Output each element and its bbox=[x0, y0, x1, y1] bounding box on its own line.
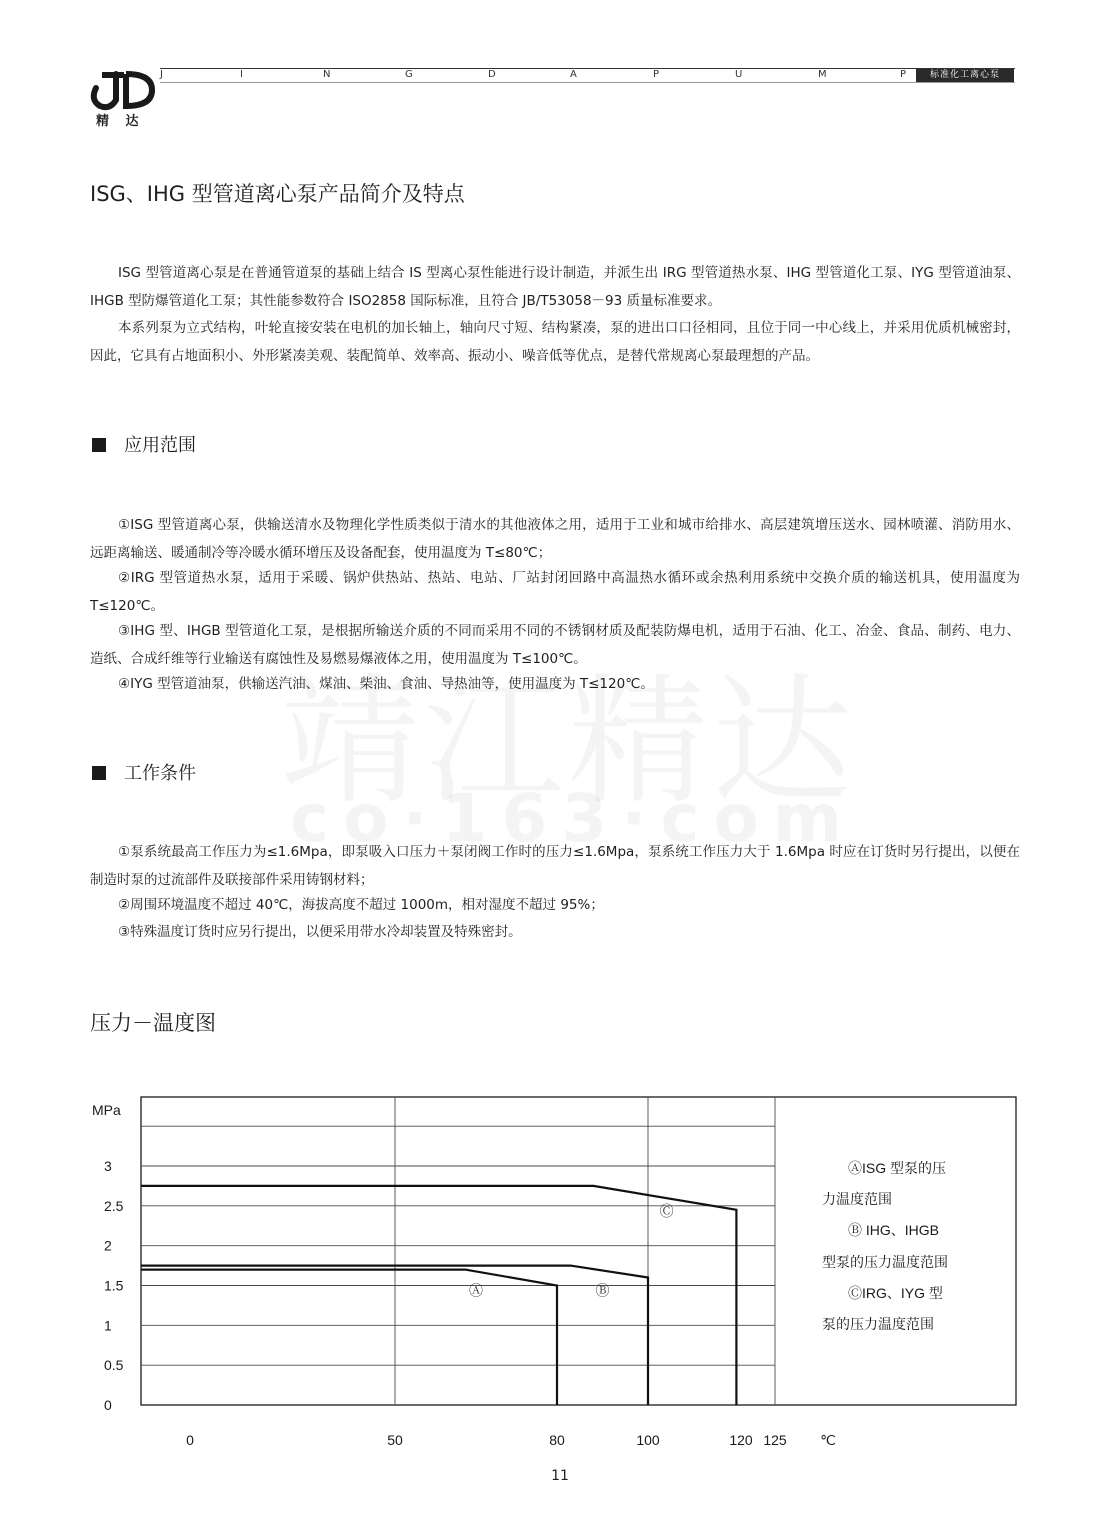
header-letter: U bbox=[735, 69, 743, 80]
intro-paragraph: ISG 型管道离心泵是在普通管道泵的基础上结合 IS 型离心泵性能进行设计制造，并派生出 IRG 型管道热水泵、IHG 型管道化工泵、IYG 型管道油泵、IHGB 型防爆管道化工泵；其性能参数符合 ISO2858 国际标准，且符合 JB/T53058－93 质量标准要求。 bbox=[90, 265, 1020, 309]
legend-text: Ⓑ IHG、IHGB bbox=[848, 1222, 940, 1238]
series-line-b bbox=[141, 1266, 648, 1405]
application-item: ①ISG 型管道离心泵，供输送清水及物理化学性质类似于清水的其他液体之用，适用于工业和城市给排水、高层建筑增压送水、园林喷灌、消防用水、远距离输送、暖通制冷等冷暖水循环增压及设备配套，使用温度为 T≤80℃； bbox=[90, 517, 1020, 561]
header-letter: I bbox=[240, 69, 243, 80]
legend-text: ⒶISG 型泵的压 bbox=[848, 1160, 947, 1176]
legend-text: ⒸIRG、IYG 型 bbox=[848, 1285, 943, 1301]
header-letter: J bbox=[160, 69, 163, 80]
application-item: ③IHG 型、IHGB 型管道化工泵，是根据所输送介质的不同而采用不同的不锈钢材质及配装防爆电机，适用于石油、化工、冶金、食品、制药、电力、造纸、合成纤维等行业输送有腐蚀性及易燃易爆液体之用，使用温度为 T≤100℃。 bbox=[90, 623, 1020, 667]
application-item: ④IYG 型管道油泵，供输送汽油、煤油、柴油、食油、导热油等，使用温度为 T≤120℃。 bbox=[118, 676, 654, 692]
logo-text: 精 达 bbox=[96, 114, 145, 129]
legend-text: 力温度范围 bbox=[822, 1191, 892, 1207]
series-marker-label: Ⓐ bbox=[469, 1282, 483, 1299]
header-letter: P bbox=[653, 69, 660, 80]
header-letter: N bbox=[323, 69, 331, 80]
page-number: 11 bbox=[551, 1468, 569, 1484]
series-line-a bbox=[141, 1270, 557, 1405]
section-heading-label: 工作条件 bbox=[124, 763, 196, 784]
y-tick-label: 1.5 bbox=[104, 1277, 124, 1294]
y-tick-label: 0 bbox=[104, 1397, 112, 1413]
x-tick-label: 0 bbox=[186, 1432, 194, 1448]
x-tick-label: 100 bbox=[636, 1432, 660, 1448]
chart-frame bbox=[141, 1097, 1016, 1405]
x-axis-label: ℃ bbox=[820, 1432, 836, 1448]
header-letter: A bbox=[570, 69, 577, 80]
condition-item: ②周围环境温度不超过 40℃，海拔高度不超过 1000m，相对湿度不超过 95%； bbox=[118, 897, 604, 913]
y-tick-label: 1 bbox=[104, 1317, 112, 1334]
y-tick-label: 3 bbox=[104, 1158, 112, 1174]
header-letter: D bbox=[488, 69, 496, 80]
section-heading-label: 应用范围 bbox=[124, 435, 196, 456]
header-tag: 标准化工离心泵 bbox=[916, 69, 1014, 82]
header-letter: M bbox=[818, 69, 827, 80]
series-marker-label: Ⓒ bbox=[659, 1202, 674, 1219]
condition-item: ③特殊温度订货时应另行提出，以便采用带水冷却装置及特殊密封。 bbox=[118, 924, 522, 940]
y-tick-label: 0.5 bbox=[104, 1357, 124, 1374]
x-tick-label: 125 bbox=[763, 1432, 787, 1448]
chart-title: 压力－温度图 bbox=[90, 1011, 216, 1035]
legend-text: 泵的压力温度范围 bbox=[822, 1316, 934, 1332]
series-marker-label: Ⓑ bbox=[595, 1282, 610, 1299]
x-tick-label: 50 bbox=[387, 1432, 403, 1448]
legend-text: 型泵的压力温度范围 bbox=[822, 1254, 948, 1270]
y-tick-label: 2.5 bbox=[104, 1197, 124, 1214]
x-tick-label: 120 bbox=[729, 1432, 753, 1448]
y-tick-label: 2 bbox=[104, 1237, 112, 1254]
header-letter: G bbox=[405, 69, 413, 80]
x-tick-label: 80 bbox=[549, 1432, 565, 1448]
condition-item: ①泵系统最高工作压力为≤1.6Mpa，即泵吸入口压力＋泵闭阀工作时的压力≤1.6Mpa，泵系统工作压力大于 1.6Mpa 时应在订货时另行提出，以便在制造时泵的过流部件及联接部件采用铸钢材料； bbox=[90, 844, 1020, 888]
page-title: ISG、IHG 型管道离心泵产品简介及特点 bbox=[90, 182, 465, 206]
application-item: ②IRG 型管道热水泵，适用于采暖、锅炉供热站、热站、电站、厂站封闭回路中高温热水循环或余热利用系统中交换介质的输送机具，使用温度为 T≤120℃。 bbox=[90, 570, 1020, 614]
y-axis-label: MPa bbox=[92, 1102, 121, 1118]
header-letter: P bbox=[900, 69, 907, 80]
intro-paragraph: 本系列泵为立式结构，叶轮直接安装在电机的加长轴上，轴向尺寸短、结构紧凑，泵的进出口口径相同，且位于同一中心线上，并采用优质机械密封，因此，它具有占地面积小、外形紧凑美观、装配简单、效率高、振动小、噪音低等优点，是替代常规离心泵最理想的产品。 bbox=[90, 320, 1020, 364]
